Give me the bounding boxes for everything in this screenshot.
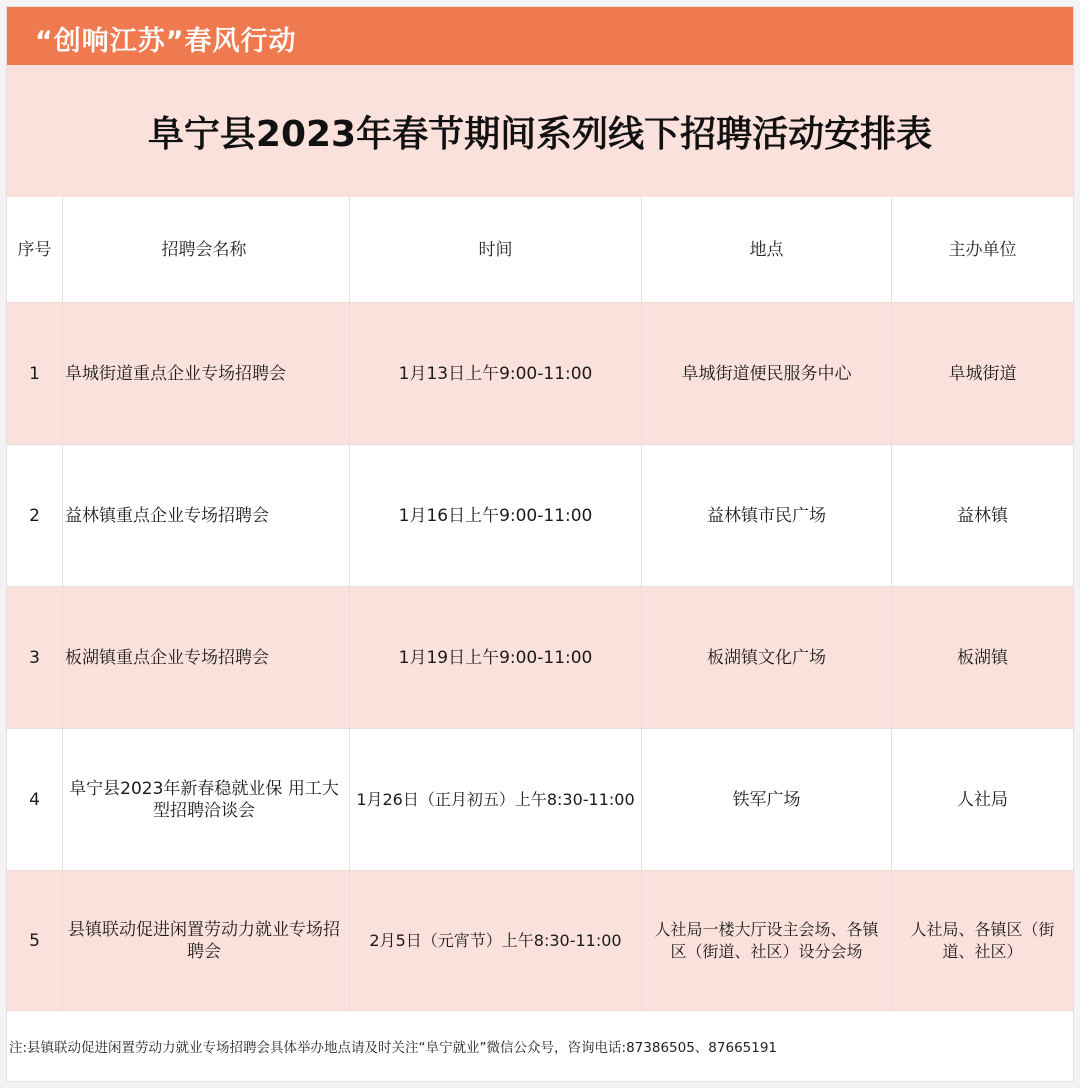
row-host: 阜城街道 [892,303,1073,445]
row-no: 2 [7,445,63,587]
row-place: 板湖镇文化广场 [642,587,892,729]
row-place: 人社局一楼大厅设主会场、各镇区（街道、社区）设分会场 [642,871,892,1011]
row-no: 4 [7,729,63,871]
row-place: 益林镇市民广场 [642,445,892,587]
row-time: 1月26日（正月初五）上午8:30-11:00 [350,729,642,871]
row-time: 1月19日上午9:00-11:00 [350,587,642,729]
row-place: 铁军广场 [642,729,892,871]
header-name: 招聘会名称 [63,197,350,303]
campaign-banner [7,7,1073,65]
row-name: 阜宁县2023年新春稳就业保 用工大型招聘洽谈会 [63,729,350,871]
row-host: 板湖镇 [892,587,1073,729]
row-time: 2月5日（元宵节）上午8:30-11:00 [350,871,642,1011]
header-place: 地点 [642,197,892,303]
row-name: 阜城街道重点企业专场招聘会 [63,303,350,445]
row-host: 人社局 [892,729,1073,871]
header-no: 序号 [7,197,63,303]
row-no: 1 [7,303,63,445]
schedule-sheet [6,6,1074,1082]
row-host: 益林镇 [892,445,1073,587]
row-name: 益林镇重点企业专场招聘会 [63,445,350,587]
header-time: 时间 [350,197,642,303]
table-row [7,587,1073,729]
table-header-row [7,197,1073,303]
table-row [7,871,1073,1011]
title-band [7,65,1073,197]
row-time: 1月13日上午9:00-11:00 [350,303,642,445]
row-time: 1月16日上午9:00-11:00 [350,445,642,587]
table-row [7,729,1073,871]
row-name: 县镇联动促进闲置劳动力就业专场招聘会 [63,871,350,1011]
table-row [7,303,1073,445]
row-name: 板湖镇重点企业专场招聘会 [63,587,350,729]
page-title: 阜宁县2023年春节期间系列线下招聘活动安排表 [147,113,933,155]
table-row [7,445,1073,587]
footer-note-band [7,1011,1073,1081]
row-no: 3 [7,587,63,729]
header-host: 主办单位 [892,197,1073,303]
banner-text: “创响江苏”春风行动 [35,26,297,57]
row-place: 阜城街道便民服务中心 [642,303,892,445]
row-host: 人社局、各镇区（街道、社区） [892,871,1073,1011]
footer-note: 注:县镇联动促进闲置劳动力就业专场招聘会具体举办地点请及时关注“阜宁就业”微信公众号，咨询电话:87386505、87665191 [9,1040,778,1056]
row-no: 5 [7,871,63,1011]
